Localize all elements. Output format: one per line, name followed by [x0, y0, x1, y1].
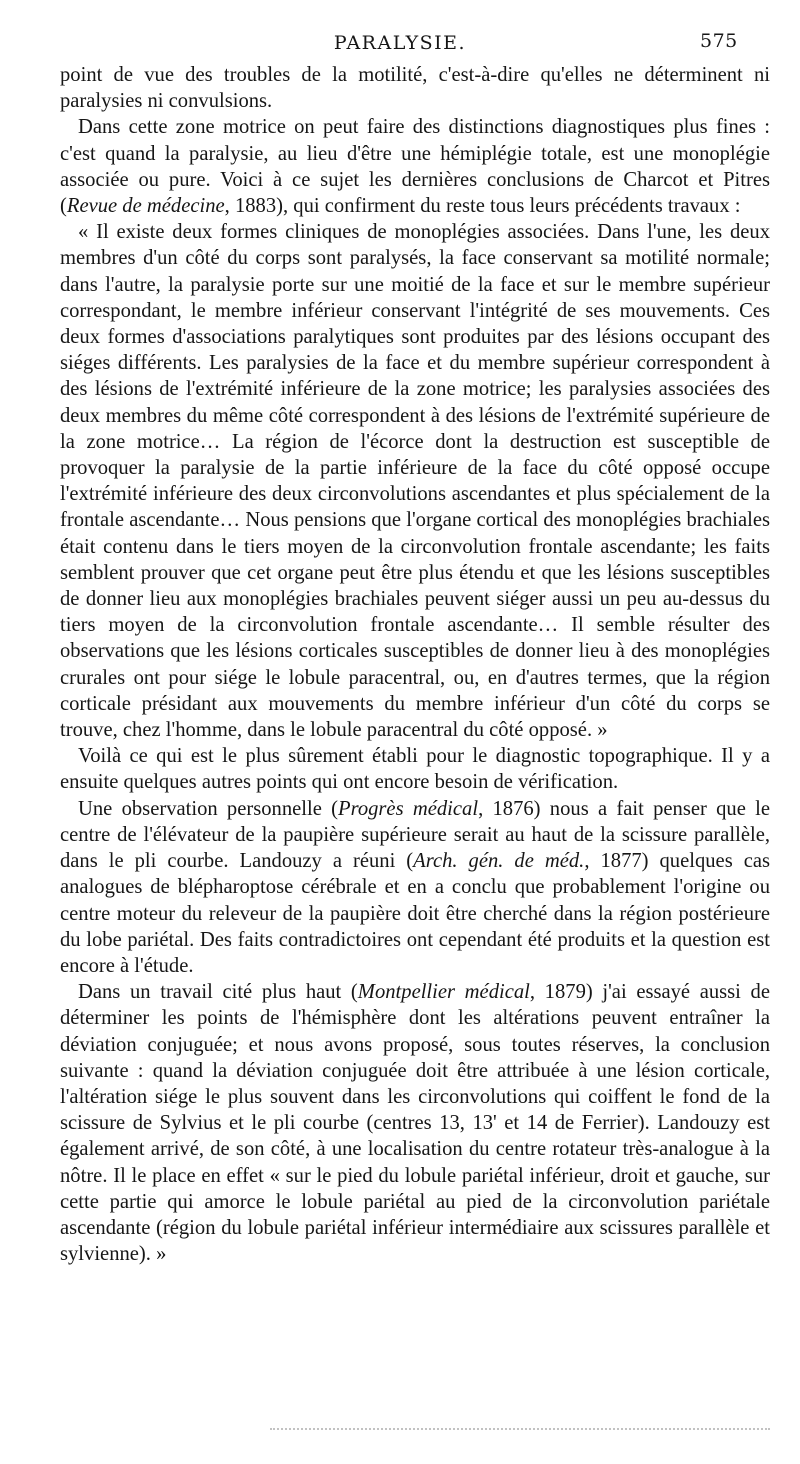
text-run: Voilà ce qui est le plus sûrement établi pour le diagnostic topographique. Il y a ensuite quelques autres points qui ont encore besoin de vérification. — [60, 745, 770, 794]
paragraph-continuation — [60, 62, 770, 114]
body-text — [60, 62, 770, 1267]
page-number: 575 — [700, 30, 738, 52]
journal-title: Montpellier médical — [357, 981, 530, 1004]
text-run: point de vue des troubles de la motilité, c'est-à-dire qu'elles ne déterminent ni paralysies ni convulsions. — [60, 64, 770, 113]
journal-title: Progrès médical — [338, 797, 479, 820]
running-header — [0, 28, 800, 58]
text-run: , 1883), qui confirment du reste tous leurs précédents travaux : — [224, 195, 741, 218]
text-run: Dans un travail cité plus haut ( — [78, 981, 358, 1004]
paragraph-observation — [60, 796, 770, 979]
running-title: PARALYSIE. — [333, 32, 467, 54]
text-run: , 1877) quelques cas analogues de blépharoptose cérébrale et en a conclu que probablement l'origine ou centre moteur du releveur de la paupière doit être cherché dans la région postérieure du lobe pariétal. Des faits contradictoires ont cependant été produits et la question est encore à l'étude. — [60, 850, 771, 977]
journal-title: Revue de médecine — [66, 195, 225, 218]
text-run: Dans cette zone motrice on peut faire des distinctions diagnostiques plus fines : c'est quand la paralysie, au lieu d'être une hémiplégie totale, est une monoplégie associée ou pure. Voici à ce sujet les dernières conclusions de Charcot et Pitres ( — [60, 116, 770, 218]
text-run: Une observation personnelle ( — [78, 797, 338, 820]
text-run: , 1879) j'ai essayé aussi de déterminer les points de l'hémisphère dont les altérations peuvent entraîner la déviation conjuguée; et nous avons proposé, sous toutes réserves, la conclusion suivante : quand la déviation conjuguée doit être attribuée à une lésion corticale, l'altération siége le plus souvent dans les circonvolutions qui coiffent le fond de la scissure de Sylvius et le pli courbe (centres 13, 13' et 14 de Ferrier). Landouzy est également arrivé, de son côté, à une localisation du centre rotateur très-analogue à la nôtre. Il le place en effet « sur le pied du lobule pariétal inférieur, droit et gauche, sur cette partie qui amorce le lobule pariétal au pied de la circonvolution pariétale ascendante (région du lobule pariétal inférieur intermédiaire aux scissures parallèle et sylvienne). » — [60, 981, 770, 1266]
text-run: « Il existe deux formes cliniques de monoplégies associées. Dans l'une, les deux membres d'un côté du corps sont paralysés, la face conservant sa motilité normale; dans l'autre, la paralysie porte sur une moitié de la face et sur le membre supérieur correspondant, le membre inférieur conservant l'intégrité de ses mouvements. Ces deux formes d'associations paralytiques sont produites par des lésions occupant des siéges différents. Les paralysies de la face et du membre supérieur correspondent à des lésions de l'extrémité inférieure de la zone motrice; les paralysies associées des deux membres du même côté correspondent à des lésions de l'extrémité supérieure de la zone motrice… La région de l'écorce dont la destruction est susceptible de provoquer la paralysie de la partie inférieure de la face du côté opposé occupe l'extrémité inférieure des deux circonvolutions ascendantes et plus spécialement de la frontale ascendante… Nous pensions que l'organe cortical des monoplégies brachiales était contenu dans le tiers moyen de la circonvolution frontale ascendante; les faits semblent prouver que cet organe peut être plus étendu et que les lésions susceptibles de donner lieu aux monoplégies brachiales peuvent siéger aussi un peu au-dessus du tiers moyen de la circonvolution frontale ascendante… Il semble résulter des observations que les lésions corticales susceptibles de donner lieu à des monoplégies crurales ont pour siége le lobule paracentral, ou, en d'autres termes, que la région corticale présidant aux mouvements du membre inférieur d'un côté du corps se trouve, chez l'homme, dans le lobule paracentral du côté opposé. » — [60, 221, 770, 742]
paragraph-zone-motrice — [60, 114, 770, 219]
text-run: , 1876) nous a fait penser que le centre de l'élévateur de la paupière supérieure serait au haut de la scissure parallèle, dans le pli courbe. Landouzy a réuni ( — [60, 797, 770, 873]
paragraph-deviation — [60, 979, 770, 1267]
paragraph-diagnostic — [60, 743, 770, 795]
footer-rule — [270, 1428, 770, 1430]
paragraph-quotation — [60, 219, 770, 743]
journal-title: Arch. gén. de méd. — [413, 850, 585, 873]
